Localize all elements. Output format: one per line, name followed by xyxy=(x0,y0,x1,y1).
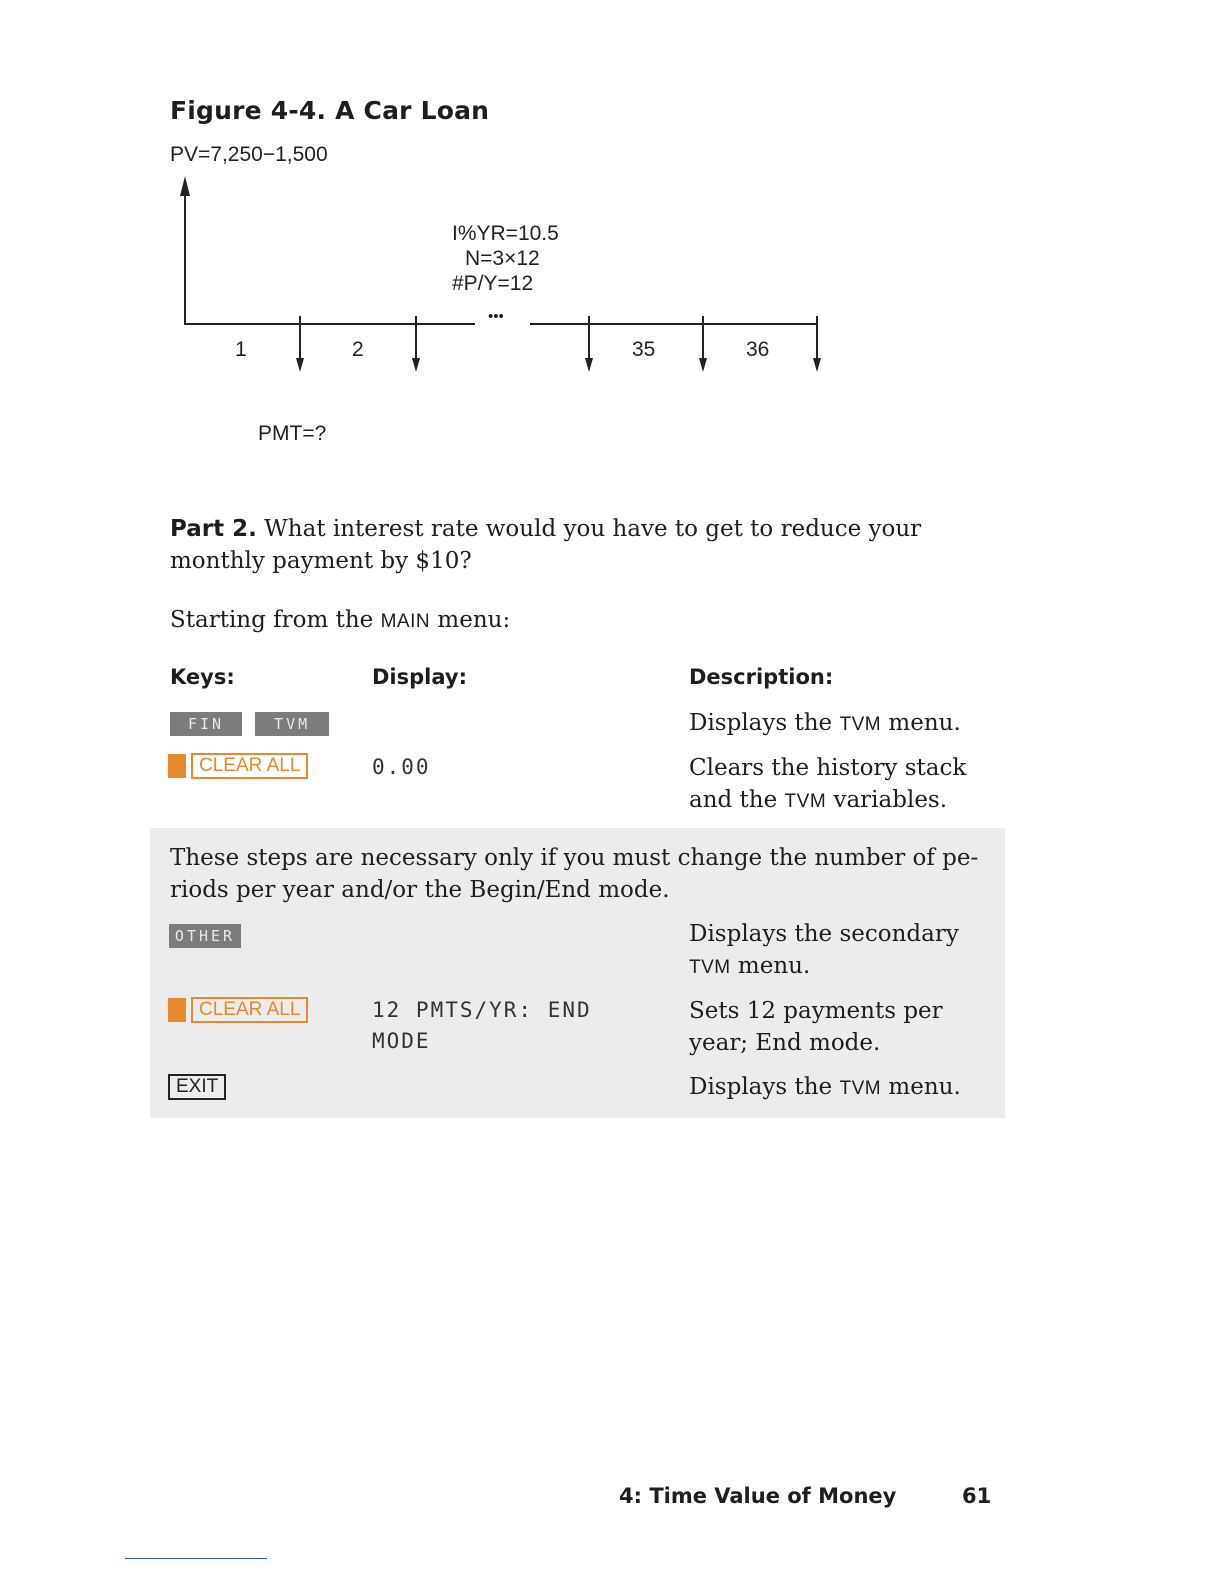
period-label: 36 xyxy=(746,338,770,361)
part2-text-line1: What interest rate would you have to get to reduce your xyxy=(264,516,922,542)
desc-text: Displays the secondary xyxy=(689,921,959,947)
desc-text: Clears the history stack xyxy=(689,755,967,781)
row1-description xyxy=(689,707,961,741)
part2-label: Part 2. xyxy=(170,516,257,542)
desc-text: Displays the xyxy=(689,710,840,736)
tvm-softkey[interactable]: TVM xyxy=(255,712,329,736)
pv-arrow-head xyxy=(180,176,190,196)
other-softkey[interactable]: OTHER xyxy=(169,924,241,948)
desc-menu-name: TVM xyxy=(839,714,882,735)
desc-text: and the xyxy=(689,787,785,813)
desc-text: variables. xyxy=(826,787,948,813)
description-header: Description: xyxy=(689,665,834,689)
period-label: 35 xyxy=(632,338,656,361)
period-label: 1 xyxy=(235,338,247,361)
desc-menu-name: TVM xyxy=(839,1078,882,1099)
cash-flow-diagram xyxy=(0,0,1224,460)
pv-label: PV=7,250−1,500 xyxy=(170,143,328,166)
shaded-row1-description xyxy=(689,918,959,984)
desc-text: year; End mode. xyxy=(689,1030,881,1056)
starting-instruction xyxy=(170,604,510,638)
display-header: Display: xyxy=(372,665,467,689)
optional-steps-note xyxy=(170,842,1000,906)
rate-label: I%YR=10.5 xyxy=(452,222,559,245)
page-number: 61 xyxy=(962,1484,992,1508)
shaded-row2-keys xyxy=(168,997,308,1023)
row1-keys xyxy=(170,712,329,736)
part2-text-line2: monthly payment by $10? xyxy=(170,548,472,574)
desc-text: Sets 12 payments per xyxy=(689,998,943,1024)
bottom-rule xyxy=(125,1558,267,1559)
starting-suffix: menu: xyxy=(430,607,511,633)
shaded-row3-description xyxy=(689,1071,961,1105)
clear-all-key[interactable]: CLEAR ALL xyxy=(191,997,308,1023)
note-line1: These steps are necessary only if you must change the number of pe- xyxy=(170,845,979,871)
desc-menu-name: TVM xyxy=(784,791,827,812)
figure-title: Figure 4-4. A Car Loan xyxy=(170,96,490,125)
starting-prefix: Starting from the xyxy=(170,607,381,633)
n-label: N=3×12 xyxy=(465,247,540,270)
main-menu-name: MAIN xyxy=(380,611,431,632)
row2-display: 0.00 xyxy=(372,755,431,779)
row2-description xyxy=(689,752,966,818)
note-line2: riods per year and/or the Begin/End mode. xyxy=(170,877,670,903)
part2-paragraph xyxy=(170,513,970,577)
fin-softkey[interactable]: FIN xyxy=(170,712,242,736)
display-line1: 12 PMTS/YR: END xyxy=(372,998,592,1022)
timeline-ellipsis: ••• xyxy=(488,308,504,325)
shaded-row3-keys xyxy=(168,1074,226,1100)
desc-text: Displays the xyxy=(689,1074,840,1100)
desc-text: menu. xyxy=(730,953,811,979)
pmt-label: PMT=? xyxy=(258,422,327,445)
desc-text: menu. xyxy=(881,1074,961,1100)
display-line2: MODE xyxy=(372,1029,431,1053)
shift-key[interactable] xyxy=(168,998,186,1022)
exit-key[interactable]: EXIT xyxy=(168,1074,226,1100)
shift-key[interactable] xyxy=(168,754,186,778)
desc-menu-name: TVM xyxy=(689,957,731,978)
desc-text: menu. xyxy=(881,710,961,736)
keys-header: Keys: xyxy=(170,665,235,689)
chapter-footer: 4: Time Value of Money xyxy=(619,1484,897,1508)
period-label: 2 xyxy=(352,338,364,361)
shaded-row2-description xyxy=(689,995,943,1059)
shaded-row1-keys xyxy=(169,924,241,948)
row2-keys xyxy=(168,753,308,779)
shaded-row2-display xyxy=(372,995,592,1057)
py-label: #P/Y=12 xyxy=(452,272,534,295)
clear-all-key[interactable]: CLEAR ALL xyxy=(191,753,308,779)
